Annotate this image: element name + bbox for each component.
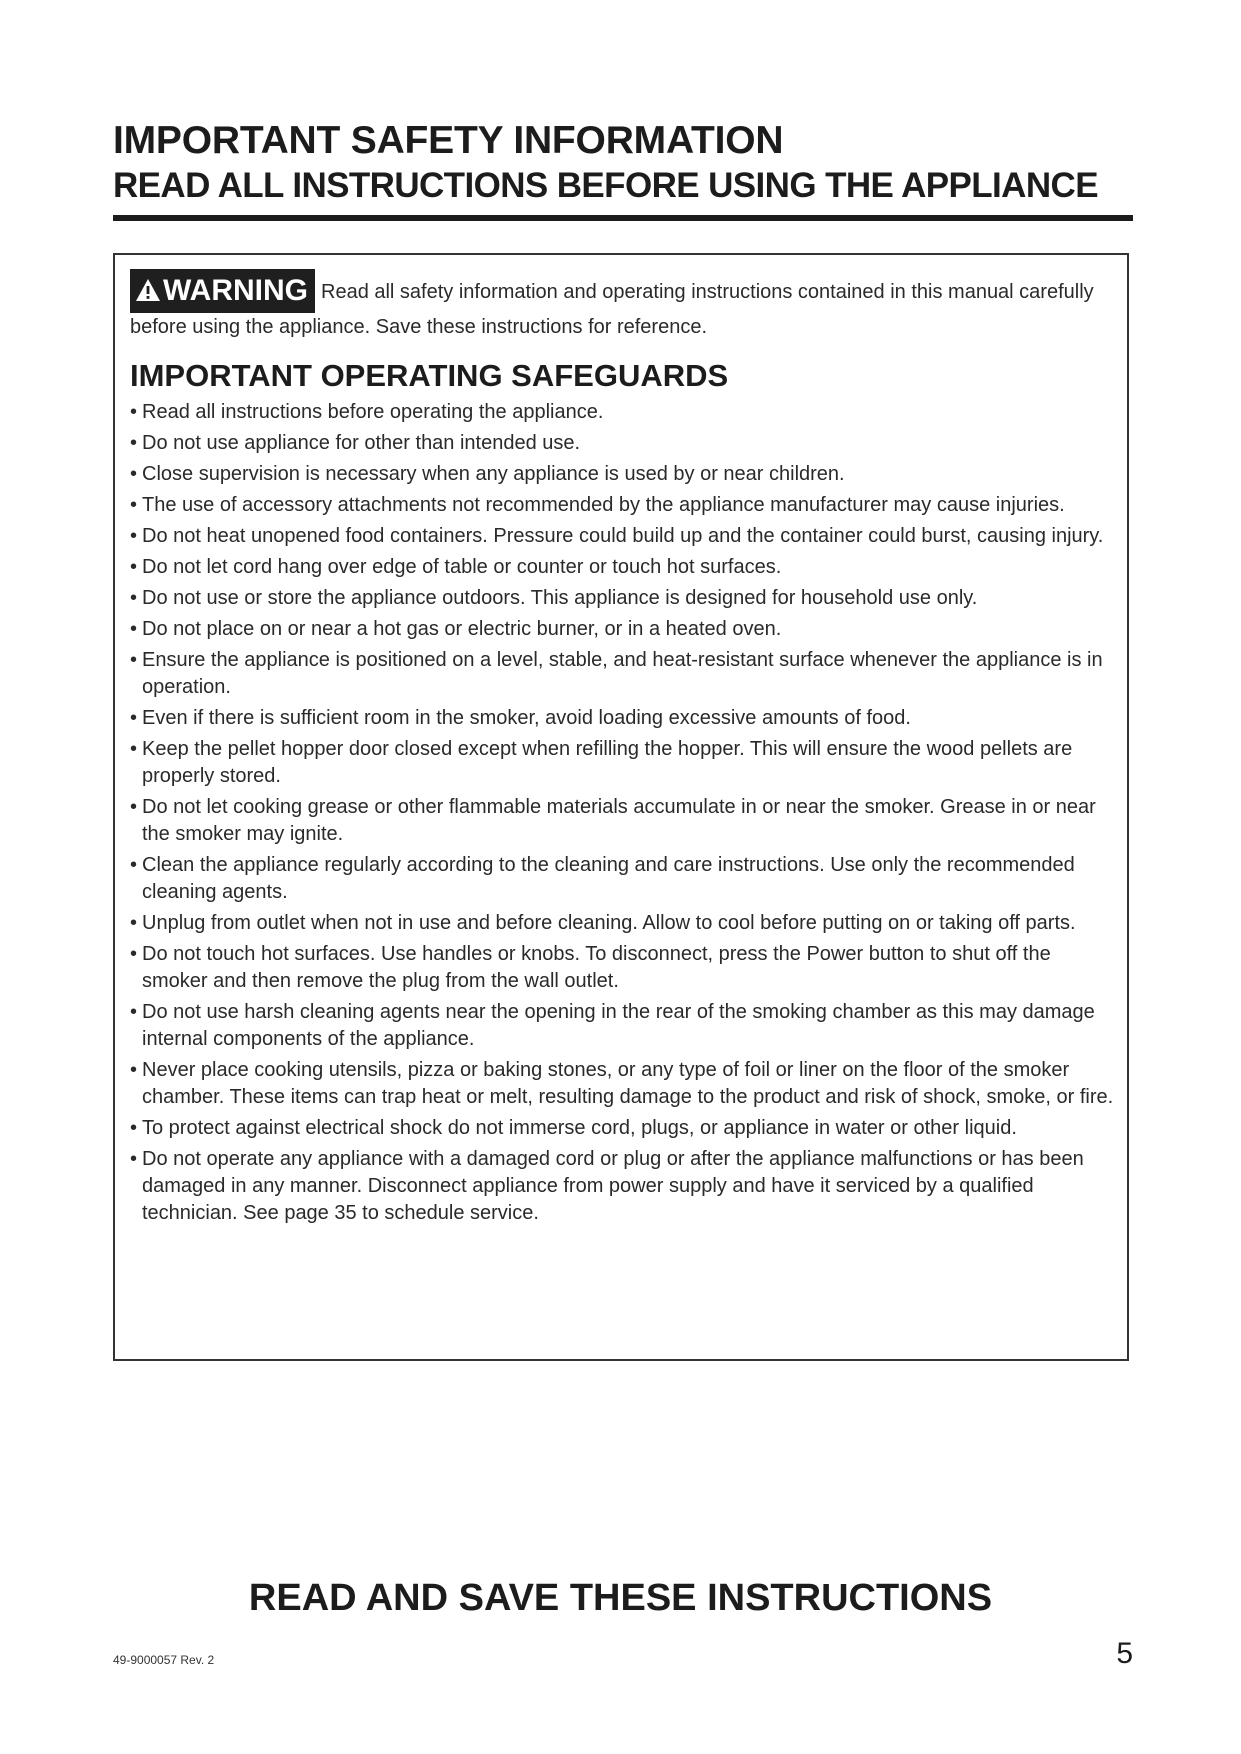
warning-box: [113, 253, 1129, 1361]
footer-title: READ AND SAVE THESE INSTRUCTIONS: [248, 1577, 993, 1619]
warning-intro: [130, 269, 1115, 341]
list-item: • Unplug from outlet when not in use and before cleaning. Allow to cool before putting on or taking off parts.: [130, 910, 1120, 937]
list-item: • Do not use appliance for other than intended use.: [130, 430, 1120, 457]
page-number: 5: [1116, 1637, 1133, 1670]
warning-badge: [130, 269, 315, 313]
list-item: • Do not let cord hang over edge of table or counter or touch hot surfaces.: [130, 554, 1120, 581]
page-subtitle: READ ALL INSTRUCTIONS BEFORE USING THE APPLIANCE: [113, 166, 1098, 205]
warning-label: WARNING: [163, 274, 308, 307]
list-item: • Read all instructions before operating the appliance.: [130, 399, 1120, 426]
list-item: • Do not touch hot surfaces. Use handles or knobs. To disconnect, press the Power button to shut off the smoker and then remove the plug from the wall outlet.: [130, 941, 1120, 995]
list-item: • Never place cooking utensils, pizza or baking stones, or any type of foil or liner on the floor of the smoker chamber. These items can trap heat or melt, resulting damage to the product and risk of shock, smoke, or fire.: [130, 1057, 1120, 1111]
list-item: • Do not let cooking grease or other flammable materials accumulate in or near the smoker. Grease in or near the smoker may ignite.: [130, 794, 1120, 848]
safeguards-heading: IMPORTANT OPERATING SAFEGUARDS: [130, 358, 729, 393]
warning-text: Read all safety information and operating instructions contained in this manual carefully before using the appliance. Save these instructions for reference.: [130, 281, 1094, 338]
list-item: • Do not operate any appliance with a damaged cord or plug or after the appliance malfunctions or has been damaged in any manner. Disconnect appliance from power supply and have it serviced by a qualified technician. See page 35 to schedule service.: [130, 1146, 1120, 1227]
list-item: • Do not use harsh cleaning agents near the opening in the rear of the smoking chamber as this may damage internal components of the appliance.: [130, 999, 1120, 1053]
list-item: • Do not heat unopened food containers. Pressure could build up and the container could burst, causing injury.: [130, 523, 1120, 550]
page-header: [113, 118, 1133, 208]
page-title: IMPORTANT SAFETY INFORMATION: [113, 119, 784, 162]
list-item: • Keep the pellet hopper door closed except when refilling the hopper. This will ensure the wood pellets are properly stored.: [130, 736, 1120, 790]
list-item: • Ensure the appliance is positioned on a level, stable, and heat-resistant surface whenever the appliance is in operation.: [130, 647, 1120, 701]
warning-triangle-icon: [135, 278, 161, 302]
list-item: • To protect against electrical shock do not immerse cord, plugs, or appliance in water or other liquid.: [130, 1115, 1120, 1142]
safeguards-list: [130, 399, 1120, 1231]
list-item: • Clean the appliance regularly according to the cleaning and care instructions. Use only the recommended cleaning agents.: [130, 852, 1120, 906]
list-item: • Do not place on or near a hot gas or electric burner, or in a heated oven.: [130, 616, 1120, 643]
header-divider: [113, 215, 1133, 221]
document-number: 49-9000057 Rev. 2: [113, 1653, 215, 1667]
list-item: • Even if there is sufficient room in the smoker, avoid loading excessive amounts of food.: [130, 705, 1120, 732]
list-item: • The use of accessory attachments not recommended by the appliance manufacturer may cause injuries.: [130, 492, 1120, 519]
list-item: • Close supervision is necessary when any appliance is used by or near children.: [130, 461, 1120, 488]
list-item: • Do not use or store the appliance outdoors. This appliance is designed for household use only.: [130, 585, 1120, 612]
